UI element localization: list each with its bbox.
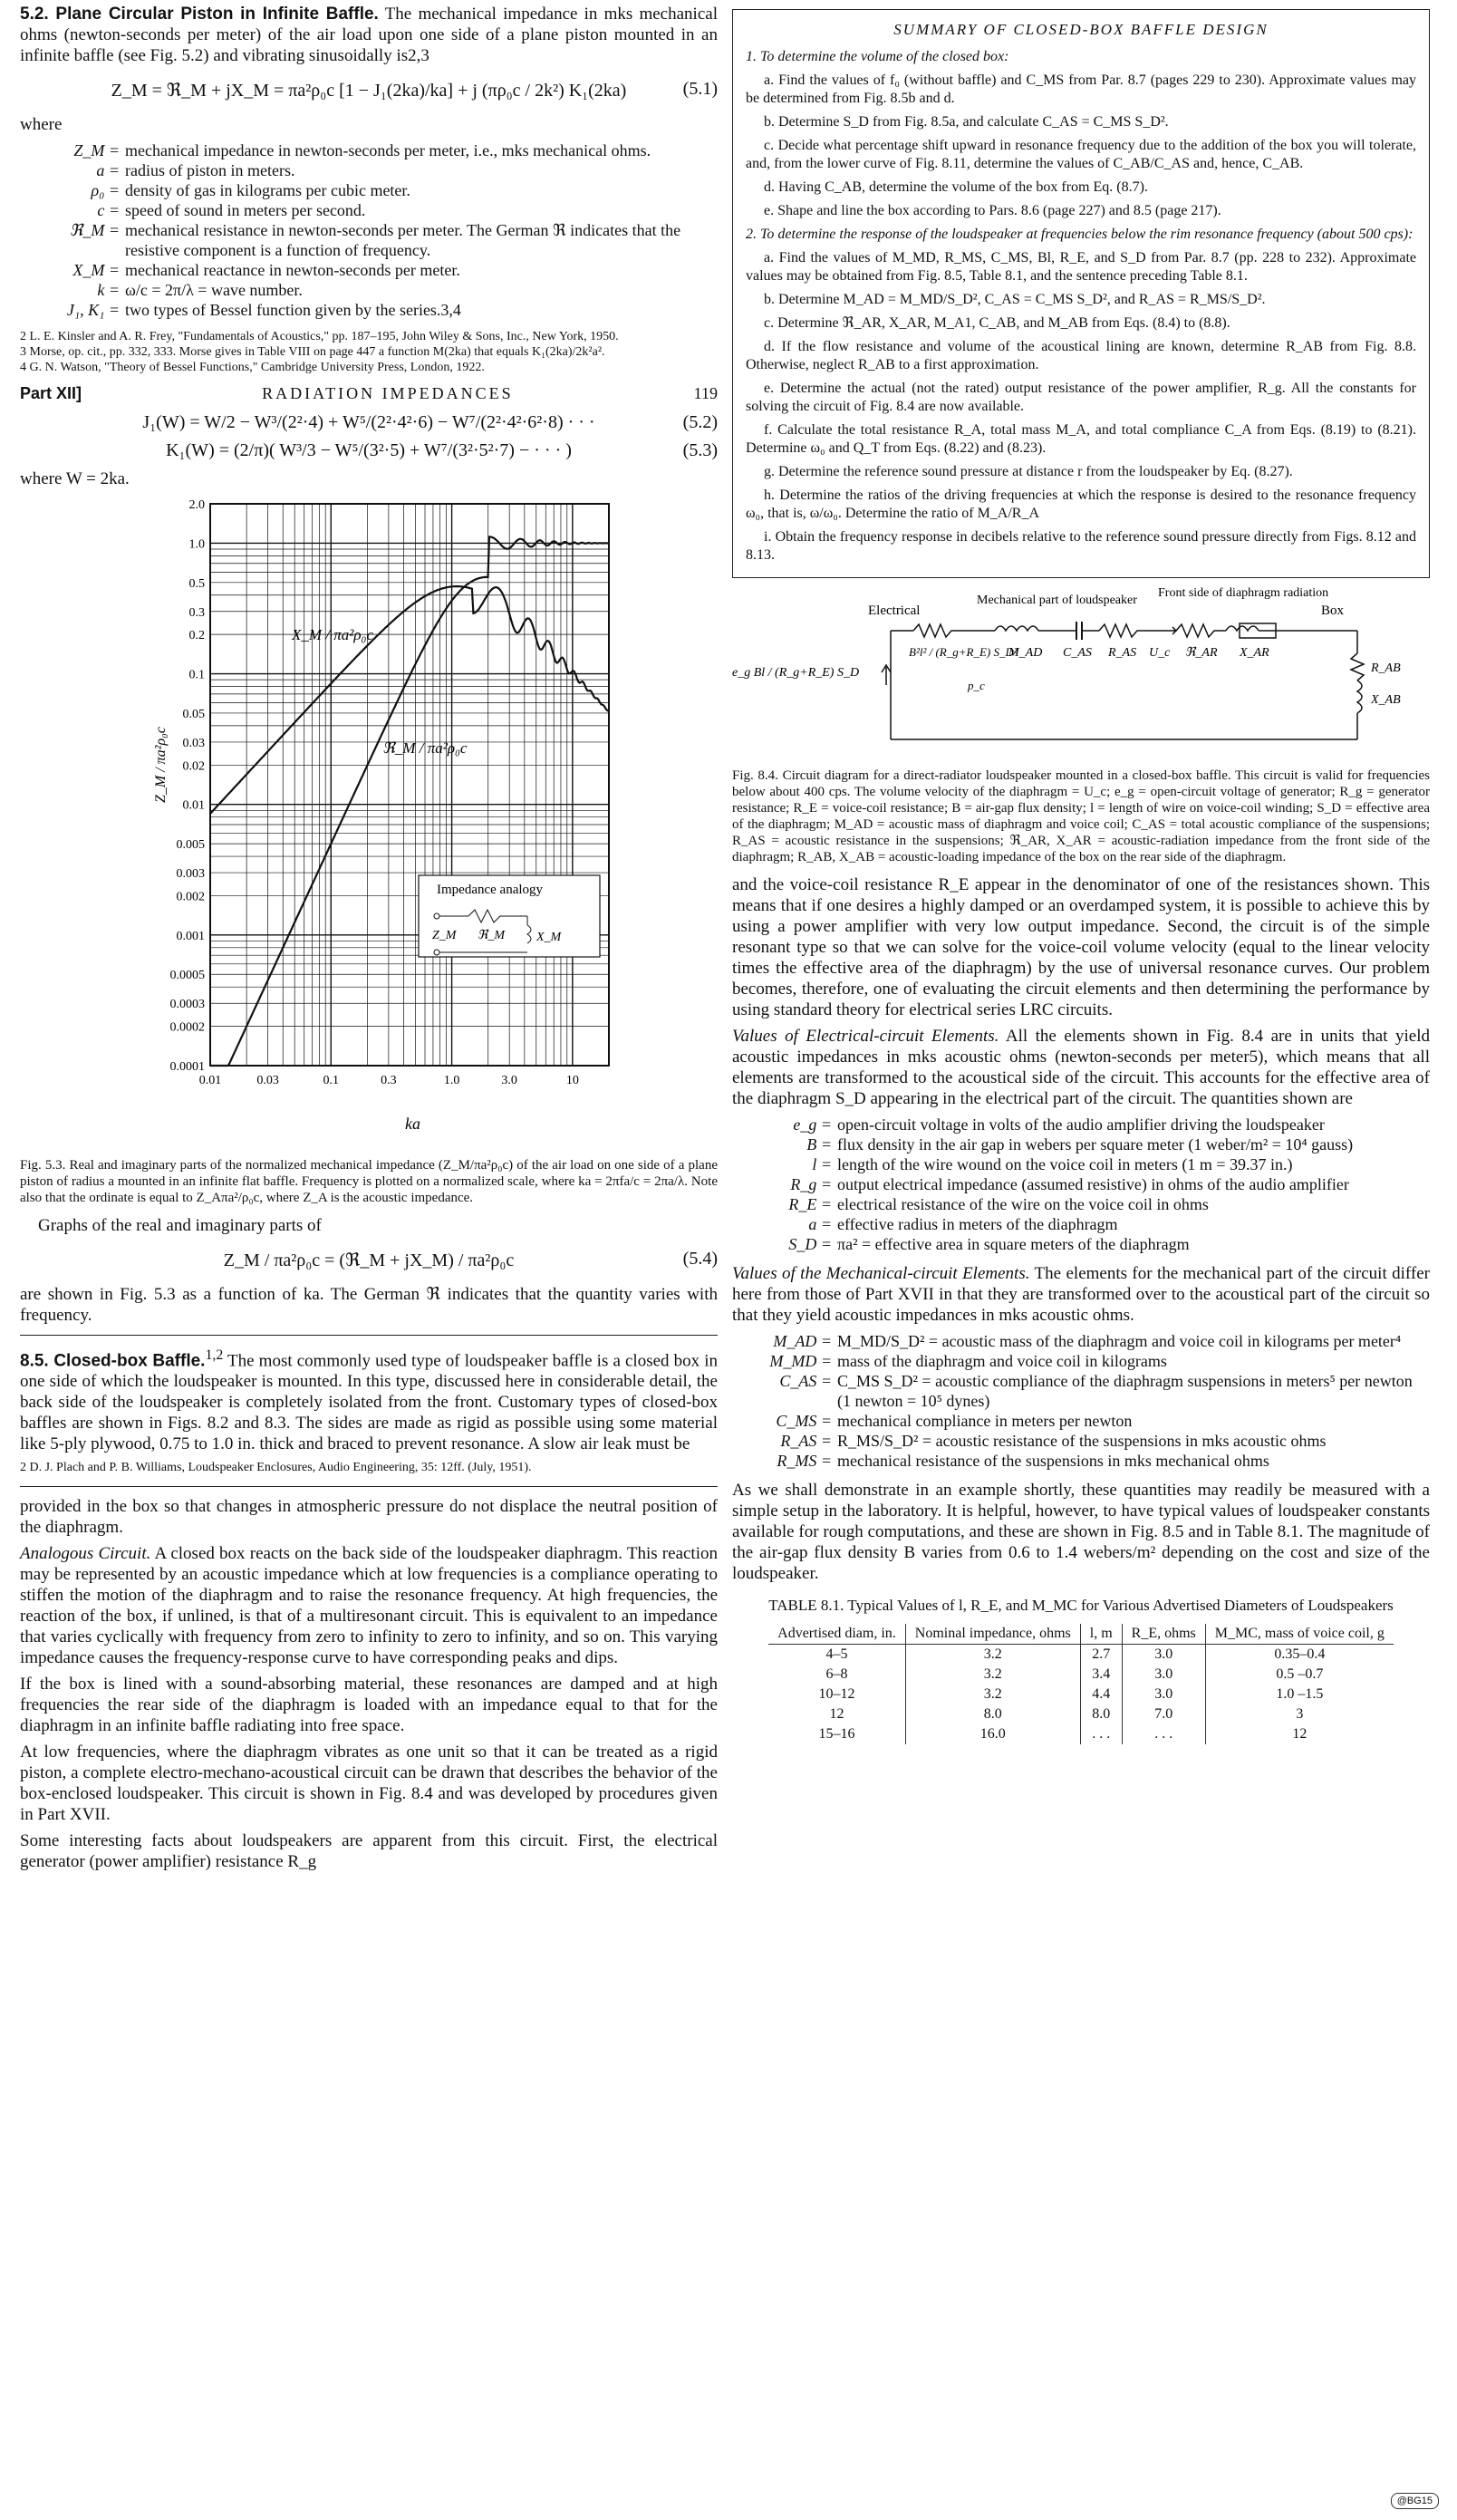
y-tick-label: 0.5 [188, 576, 205, 591]
section-8-5-text: The most commonly used type of loudspeaker baffle is a closed box in one side of which the loudspeaker is mounted. In this type, discussed here in considerable detail, the back side of the loudspeaker is completely isolated from the front. Customary types of closed-box baffles are shown in Figs. 8.2 and 8.3. The sides are made as rigid as possible using some material like 5-ply plywood, 0.75 to 1.0 in. thick and braced to prevent resonance. A slow air leak must be [20, 1351, 718, 1454]
y-tick-label: 0.001 [176, 929, 205, 943]
figure-5-3-chart [20, 495, 718, 1147]
y-tick-label: 1.0 [188, 537, 205, 552]
table-row [768, 1704, 1394, 1724]
definition-symbol: C_AS = [779, 1372, 832, 1390]
definition-text: πa² = effective area in square meters of the diaphragm [837, 1235, 1190, 1253]
equation-5-2-body: J₁(W) = W/2 − W³/(2²·4) + W⁵/(2²·4²·6) − W⁷/(2²·4²·6²·8) · · · [142, 412, 595, 432]
circuit-ras: R_AS [1108, 646, 1137, 660]
right-p1: and the voice-coil resistance R_E appear in the denominator of one of the resistances shown. This means that if one desires a highly damped or an overdamped system, it is possible to achieve this by using a power amplifier with very low output impedance. Second, the circuit is of the simple resonant type so that we can solve for the voice-coil volume velocity (equal to the linear velocity times the effective area of the diaphragm) by the use of universal resonance curves. Our problem becomes, therefore, one of evaluating the circuit elements and then determining the performance by using standard theory for electrical series LRC circuits. [732, 875, 1430, 1019]
summary-item: g. Determine the reference sound pressure at distance r from the loudspeaker by Eq. (8.27). [764, 464, 1293, 479]
footnote-4: 4 G. N. Watson, "Theory of Bessel Functions," Cambridge University Press, London, 1922. [20, 361, 485, 374]
definition-text: output electrical impedance (assumed resistive) in ohms of the audio amplifier [837, 1175, 1349, 1193]
y-tick-label: 0.05 [182, 707, 205, 721]
right-p4: As we shall demonstrate in an example shortly, these quantities may readily be measured with a simple setup in the laboratory. It is helpful, however, to have typical values of loudspeaker constants available for rough computations, and these are shown in Fig. 8.5 and in Table 8.1. The magnitude of the air-gap flux density B varies from 0.6 to 1.4 webers/m² depending on the cost and size of the loudspeaker. [732, 1481, 1430, 1583]
circuit-label-mechanical: Mechanical part of loudspeaker [977, 594, 1137, 607]
section-8-5-p2: provided in the box so that changes in atmospheric pressure do not displace the neutral position of the diaphragm. [20, 1497, 718, 1538]
equation-5-4-body: Z_M / πa²ρ₀c = (ℜ_M + jX_M) / πa²ρ₀c [223, 1250, 515, 1270]
summary-box [732, 9, 1430, 578]
definition-symbol: a = [96, 161, 120, 179]
equation-5-4-number: (5.4) [682, 1249, 718, 1269]
section-8-5-heading: 8.5. Closed-box Baffle. [20, 1351, 206, 1371]
electrical-element-definitions [732, 1115, 1430, 1254]
table-cell: 0.5 –0.7 [1205, 1665, 1394, 1685]
footnotes-5-2 [20, 329, 718, 375]
definition-row [732, 1431, 1430, 1451]
table-cell: 10–12 [818, 1686, 855, 1702]
y-tick-label: 0.01 [182, 798, 205, 813]
table-cell: 12 [1205, 1724, 1394, 1744]
page-header [20, 384, 718, 403]
definition-text: mechanical resistance in newton-seconds per meter. The German ℜ indicates that the resistive component is a function of frequency. [125, 221, 681, 259]
circuit-source: e_g Bl / (R_g+R_E) S_D [732, 666, 860, 680]
chart-y-label: Z_M / πa²ρ₀c [153, 727, 169, 803]
page-header-title: RADIATION IMPEDANCES [262, 384, 514, 402]
right-p2 [732, 1026, 1430, 1109]
figure-8-4-circuit [732, 585, 1430, 758]
footnote-2-plach: 2 D. J. Plach and P. B. Williams, Loudspeaker Enclosures, Audio Engineering, 35: 12ff. (July, 1951). [20, 1461, 532, 1475]
page-divider [20, 1486, 718, 1487]
table-cell: 2.7 [1080, 1645, 1122, 1666]
footnote-3: 3 Morse, op. cit., pp. 332, 333. Morse gives in Table VIII on page 447 a function M(2ka) that equals K₁(2ka)/2k²a². [20, 345, 605, 359]
analogous-circuit-heading: Analogous Circuit. [20, 1544, 151, 1564]
y-tick-label: 0.0005 [169, 969, 205, 983]
definition-row [732, 1371, 1430, 1411]
right-column [732, 0, 1430, 1753]
section-5-2-heading: 5.2. Plane Circular Piston in Infinite Baffle. [20, 5, 379, 24]
section-8-5-p1 [20, 1345, 718, 1454]
definition-text: R_MS/S_D² = acoustic resistance of the suspensions in mks acoustic ohms [837, 1432, 1327, 1450]
curve-resistance [210, 536, 609, 1066]
x-tick-label: 1.0 [443, 1074, 460, 1087]
definition-row [20, 180, 718, 200]
figure-5-3-caption: Fig. 5.3. Real and imaginary parts of the normalized mechanical impedance (Z_M/πa²ρ₀c) of the air load on one side of a plane piston of radius a mounted in an infinite flat baffle. Frequency is plotted on a normalized scale, where ka = 2πfa/c = 2πa/λ. Note also that the ordinate is equal to Z_Aπa²/ρ₀c, where Z_A is the acoustic impedance. [20, 1158, 718, 1205]
definition-row [732, 1331, 1430, 1351]
table-cell: 0.35–0.4 [1205, 1645, 1394, 1666]
definition-row [20, 160, 718, 180]
table-cell: 7.0 [1122, 1704, 1205, 1724]
table-cell: 12 [829, 1706, 844, 1722]
table-cell: 4.4 [1080, 1685, 1122, 1704]
summary-title: SUMMARY OF CLOSED-BOX BAFFLE DESIGN [893, 21, 1269, 38]
definition-symbol: ℜ_M = [69, 221, 120, 239]
y-tick-label: 2.0 [188, 498, 205, 512]
definition-text: length of the wire wound on the voice coil in meters (1 m = 39.37 in.) [837, 1155, 1293, 1173]
curve-reactance [210, 586, 609, 814]
circuit-uc: U_c [1149, 646, 1171, 660]
table-cell: 16.0 [905, 1724, 1080, 1744]
circuit-rar: ℜ_AR [1185, 646, 1218, 660]
table-cell: 3.2 [905, 1645, 1080, 1666]
definition-text: effective radius in meters of the diaphragm [837, 1215, 1118, 1233]
symbol-definitions-5-1 [20, 140, 718, 320]
table-cell: 6–8 [825, 1666, 848, 1682]
table-cell: . . . [1122, 1724, 1205, 1744]
equation-5-3-body: K₁(W) = (2/π)( W³/3 − W⁵/(3²·5) + W⁷/(3²·5²·7) − · · · ) [166, 440, 572, 460]
definition-text: open-circuit voltage in volts of the audio amplifier driving the loudspeaker [837, 1115, 1325, 1134]
definition-text: mechanical impedance in newton-seconds per meter, i.e., mks mechanical ohms. [125, 141, 651, 159]
summary-item: c. Determine ℜ_AR, X_AR, M_A1, C_AB, and M_AB from Eqs. (8.4) to (8.8). [764, 315, 1230, 331]
page-header-part: Part XII] [20, 384, 82, 402]
table-cell: 3.2 [905, 1665, 1080, 1685]
analogous-circuit-text: A closed box reacts on the back side of the loudspeaker diaphragm. This reaction may be represented by an acoustic impedance which at low frequencies is a compliance operating to stiffen the motion of the diaphragm and to raise the resonance frequency. At high frequencies, the reaction of the box, if unlined, is that of a multiresonant circuit. This is equivalent to an impedance that varies cyclically with frequency from zero to infinity to zero to infinity, and so on. This varying impedance causes the frequency-response curve to have corresponding peaks and dips. [20, 1544, 718, 1668]
electrical-elements-text: All the elements shown in Fig. 8.4 are in units that yield acoustic impedances in mks acoustic ohms (newton-seconds per meter5), which means that all elements are transformed to the acoustical side of the circuit. This accounts for the effective area of the diaphragm S_D appearing in the electrical part of the circuit. The quantities shown are [732, 1027, 1430, 1108]
x-tick-label: 0.01 [198, 1074, 222, 1087]
y-tick-label: 0.0002 [169, 1020, 205, 1035]
summary-item: a. Find the values of f₀ (without baffle) and C_MS from Par. 8.7 (pages 229 to 230). Approximate values may be determined from Fig. 8.5b and d. [746, 72, 1416, 106]
definition-text: flux density in the air gap in webers per square meter (1 weber/m² = 10⁴ gauss) [837, 1135, 1354, 1154]
circuit-label-front: Front side of diaphragm radiation [1158, 586, 1329, 600]
summary-item: f. Calculate the total resistance R_A, total mass M_A, and total compliance C_A from Eqs. (8.19) to (8.21). Determine ω₀ and Q_T from Eqs. (8.22) and (8.23). [746, 422, 1416, 456]
summary-item: d. Having C_AB, determine the volume of the box from Eq. (8.7). [764, 179, 1148, 195]
summary-item: e. Determine the actual (not the rated) output resistance of the power amplifier, R_g. All the constants for solving the circuit of Fig. 8.4 are now available. [746, 381, 1416, 414]
x-tick-label: 10 [565, 1074, 579, 1087]
mechanical-elements-text: The elements for the mechanical part of the circuit differ here from those of Part XVII in that they are transformed over to the acoustical part of the circuit so that they yield acoustic impedances in mks acoustic ohms. [732, 1264, 1430, 1325]
definition-symbol: M_AD = [773, 1332, 832, 1350]
section-5-2 [20, 4, 718, 66]
table-header-cell: M_MC, mass of voice coil, g [1205, 1624, 1394, 1645]
table-cell: 3.2 [905, 1685, 1080, 1704]
table-header-cell: Nominal impedance, ohms [905, 1624, 1080, 1645]
summary-step-1-items [746, 72, 1416, 220]
y-tick-label: 0.02 [182, 759, 205, 774]
table-cell: 8.0 [1080, 1704, 1122, 1724]
definition-text: density of gas in kilograms per cubic meter. [125, 181, 410, 199]
table-cell: 1.0 –1.5 [1205, 1685, 1394, 1704]
summary-item: b. Determine S_D from Fig. 8.5a, and calculate C_AS = C_MS S_D². [764, 114, 1169, 130]
definition-text: C_MS S_D² = acoustic compliance of the diaphragm suspensions in meters⁵ per newton (1 newton = 10⁵ dynes) [837, 1372, 1413, 1410]
definition-text: speed of sound in meters per second. [125, 201, 366, 219]
definition-symbol: Z_M = [73, 141, 120, 159]
definition-text: M_MD/S_D² = acoustic mass of the diaphragm and voice coil in kilograms per meter⁴ [837, 1332, 1402, 1350]
definition-row [732, 1411, 1430, 1431]
definition-row [732, 1154, 1430, 1174]
y-tick-label: 0.003 [176, 867, 205, 882]
summary-item: e. Shape and line the box according to Pars. 8.6 (page 227) and 8.5 (page 217). [764, 203, 1221, 218]
circuit-res1: B²l² / (R_g+R_E) S_D² [909, 645, 1018, 659]
definition-row [732, 1351, 1430, 1371]
table-8-1 [768, 1624, 1394, 1744]
definition-row [20, 260, 718, 280]
circuit-xab: X_AB [1371, 693, 1401, 707]
table-row [768, 1645, 1394, 1666]
table-cell: 3 [1205, 1704, 1394, 1724]
definition-row [20, 300, 718, 320]
circuit-label-electrical: Electrical [868, 603, 921, 618]
definition-text: mechanical reactance in newton-seconds per meter. [125, 261, 460, 279]
definition-row [732, 1214, 1430, 1234]
y-tick-label: 0.2 [188, 629, 205, 643]
section-8-5-p3 [20, 1543, 718, 1668]
summary-item: i. Obtain the frequency response in decibels relative to the reference sound pressure directly from Figs. 8.12 and 8.13. [746, 529, 1416, 563]
table-cell: 8.0 [905, 1704, 1080, 1724]
summary-step-2-items [746, 249, 1416, 565]
definition-symbol: S_D = [788, 1235, 832, 1253]
chart-x-tick-labels [199, 1074, 579, 1087]
definition-row [20, 280, 718, 300]
x-tick-label: 0.3 [381, 1074, 397, 1087]
table-header-cell: l, m [1080, 1624, 1122, 1645]
x-tick-label: 0.03 [256, 1074, 279, 1087]
definition-text: electrical resistance of the wire on the voice coil in ohms [837, 1195, 1209, 1213]
definition-row [732, 1194, 1430, 1214]
definition-symbol: B = [806, 1135, 832, 1154]
x-tick-label: 3.0 [501, 1074, 517, 1087]
chart-frame [210, 504, 609, 1066]
chart-y-tick-labels [170, 498, 206, 1074]
equation-5-3 [20, 440, 718, 461]
y-tick-label: 0.03 [182, 736, 205, 750]
definition-symbol: k = [97, 281, 120, 299]
inset-xm: X_M [536, 931, 562, 944]
graphs-text: Graphs of the real and imaginary parts of [38, 1216, 322, 1235]
definition-row [20, 140, 718, 160]
definition-text: mechanical resistance of the suspensions in mks mechanical ohms [837, 1452, 1269, 1470]
definition-row [732, 1115, 1430, 1134]
y-tick-label: 0.005 [176, 838, 205, 853]
chart-gridlines [210, 504, 609, 1066]
summary-item: d. If the flow resistance and volume of the acoustical lining are known, determine R_AB from Fig. 8.8. Otherwise, neglect R_AB to a first approximation. [746, 339, 1416, 372]
table-cell: 3.0 [1122, 1665, 1205, 1685]
footnote-2: 2 L. E. Kinsler and A. R. Frey, "Fundamentals of Acoustics," pp. 187–195, John Wiley & Sons, Inc., New York, 1950. [20, 330, 619, 343]
definition-row [732, 1451, 1430, 1471]
y-tick-label: 0.0001 [169, 1060, 205, 1074]
definition-symbol: J₁, K₁ = [66, 301, 120, 319]
mechanical-element-definitions [732, 1331, 1430, 1471]
definition-text: mechanical compliance in meters per newton [837, 1412, 1133, 1430]
inset-zm: Z_M [432, 929, 457, 942]
section-divider [20, 1335, 718, 1336]
where-label: where [20, 115, 63, 134]
circuit-xar: X_AR [1240, 646, 1269, 660]
equation-5-4 [20, 1249, 718, 1271]
table-cell: 3.4 [1080, 1665, 1122, 1685]
definition-symbol: c = [97, 201, 120, 219]
curve-label-resistance: ℜ_M / πa²ρ₀c [382, 739, 468, 757]
page-badge: @BG15 [1391, 2493, 1439, 2509]
definition-row [20, 200, 718, 220]
definition-row [20, 220, 718, 260]
table-header-row [768, 1624, 1394, 1645]
definition-row [732, 1174, 1430, 1194]
definition-symbol: ρ₀ = [91, 181, 120, 199]
summary-item: b. Determine M_AD = M_MD/S_D², C_AS = C_MS S_D², and R_AS = R_MS/S_D². [764, 292, 1266, 307]
definition-symbol: X_M = [72, 261, 120, 279]
circuit-rab: R_AB [1371, 661, 1401, 675]
definition-text: ω/c = 2π/λ = wave number. [125, 281, 303, 299]
table-row [768, 1724, 1394, 1744]
electrical-elements-heading: Values of Electrical-circuit Elements. [732, 1027, 999, 1046]
summary-item: c. Decide what percentage shift upward in resonance frequency due to the addition of the box you will tolerate, and, from the lower curve of Fig. 8.11, determine the values of C_AB/C_AS and, hence, C_AB. [746, 138, 1416, 171]
page-number: 119 [693, 384, 718, 402]
chart-x-label: ka [405, 1115, 420, 1133]
y-tick-label: 0.0003 [169, 998, 205, 1012]
circuit-cas: C_AS [1063, 646, 1092, 660]
table-row [768, 1685, 1394, 1704]
curve-label-reactance: X_M / πa²ρ₀c [292, 626, 373, 643]
definition-text: radius of piston in meters. [125, 161, 295, 179]
table-cell: 3.0 [1122, 1645, 1205, 1666]
definition-symbol: R_AS = [780, 1432, 832, 1450]
impedance-analogy-inset [419, 875, 600, 957]
inset-rm: ℜ_M [478, 929, 506, 942]
definition-symbol: e_g = [793, 1115, 832, 1134]
equation-5-1-body: Z_M = ℜ_M + jX_M = πa²ρ₀c [1 − J₁(2ka)/ka] + j (πρ₀c / 2k²) K₁(2ka) [111, 81, 627, 101]
table-row [768, 1665, 1394, 1685]
definition-symbol: R_E = [788, 1195, 832, 1213]
definition-symbol: M_MD = [769, 1352, 832, 1370]
y-tick-label: 0.1 [188, 668, 205, 682]
table-body [768, 1645, 1394, 1745]
equation-5-3-number: (5.3) [682, 440, 718, 460]
definition-row [732, 1234, 1430, 1254]
circuit-label-box: Box [1321, 603, 1345, 618]
definition-symbol: R_MS = [777, 1452, 832, 1470]
where-w: where W = 2ka. [20, 469, 130, 488]
equation-5-1 [20, 79, 718, 101]
summary-item: a. Find the values of M_MD, R_MS, C_MS, Bl, R_E, and S_D from Par. 8.7 (pp. 228 to 232). Approximate values may be obtained from Fig. 8.5, Table 8.1, and the sentence preceding Table 8.1. [746, 250, 1416, 284]
y-tick-label: 0.3 [188, 605, 205, 620]
section-8-5-p4: If the box is lined with a sound-absorbing material, these resonances are damped and at high frequencies the rear side of the diaphragm is loaded with an impedance equal to that for the diaphragm in an infinite baffle radiating into free space. [20, 1675, 718, 1736]
definition-row [732, 1134, 1430, 1154]
equation-5-1-number: (5.1) [682, 79, 718, 99]
summary-step-2: 2. To determine the response of the loudspeaker at frequencies below the rim resonance frequency (about 500 cps): [746, 227, 1414, 242]
x-tick-label: 0.1 [323, 1074, 340, 1087]
table-cell: 3.0 [1122, 1685, 1205, 1704]
table-8-1-title: TABLE 8.1. Typical Values of l, R_E, and M_MC for Various Advertised Diameters of Loudspeakers [768, 1597, 1394, 1614]
right-p3 [732, 1263, 1430, 1326]
table-header-cell: R_E, ohms [1122, 1624, 1205, 1645]
table-header-cell: Advertised diam, in. [768, 1624, 905, 1645]
summary-item: h. Determine the ratios of the driving frequencies at which the response is desired to the resonance frequency ω₀, that is, ω/ω₀. Determine the ratio of M_A/R_A [746, 488, 1416, 521]
circuit-mad: M_AD [1008, 646, 1043, 660]
definition-text: mass of the diaphragm and voice coil in kilograms [837, 1352, 1167, 1370]
definition-symbol: a = [808, 1215, 832, 1233]
equation-5-2-number: (5.2) [682, 412, 718, 432]
y-tick-label: 0.002 [176, 890, 205, 904]
section-5-2-intro: The mechanical impedance in mks mechanical ohms (newton-seconds per meter) of the air load upon one side of a plane piston mounted in an infinite baffle (see Fig. 5.2) and vibrating sinusoidally is2,3 [20, 5, 718, 65]
left-column [20, 0, 718, 1878]
circuit-pc: p_c [968, 679, 985, 692]
definition-symbol: R_g = [790, 1175, 832, 1193]
table-cell: . . . [1080, 1724, 1122, 1744]
definition-symbol: C_MS = [776, 1412, 832, 1430]
mechanical-elements-heading: Values of the Mechanical-circuit Elements. [732, 1264, 1030, 1283]
equation-5-2 [20, 412, 718, 433]
after-eq-5-4: are shown in Fig. 5.3 as a function of ka. The German ℜ indicates that the quantity varies with frequency. [20, 1285, 718, 1325]
section-8-5-p5: At low frequencies, where the diaphragm vibrates as one unit so that it can be treated as a rigid piston, a complete electro-mechano-acoustical circuit can be drawn that describes the behavior of the box-enclosed loudspeaker. This circuit is shown in Fig. 8.4 and was developed by procedures given in Part XVII. [20, 1743, 718, 1825]
table-cell: 15–16 [818, 1726, 855, 1742]
inset-title: Impedance analogy [437, 883, 544, 897]
section-8-5-p6: Some interesting facts about loudspeakers are apparent from this circuit. First, the electrical generator (power amplifier) resistance R_g [20, 1831, 718, 1872]
table-cell: 4–5 [825, 1646, 848, 1662]
section-8-5-refs: 1,2 [205, 1347, 224, 1363]
summary-step-1: 1. To determine the volume of the closed box: [746, 49, 1009, 64]
definition-text: two types of Bessel function given by the series.3,4 [125, 301, 461, 319]
figure-8-4-caption: Fig. 8.4. Circuit diagram for a direct-radiator loudspeaker mounted in a closed-box baffle. This circuit is valid for frequencies below about 400 cps. The volume velocity of the diaphragm = U_c; e_g = open-circuit voltage of generator; R_g = generator resistance; R_E = voice-coil resistance; B = air-gap flux density; l = length of wire on voice-coil winding; S_D = effective area of the diaphragm; M_AD = acoustic mass of diaphragm and voice coil; C_AS = total acoustic compliance of the suspensions; R_AS = acoustic resistance in the suspensions; ℜ_AR, X_AR = acoustic-radiation impedance from the front side of the diaphragm; R_AB, X_AB = acoustic-loading impedance of the box on the rear side of the diaphragm. [732, 768, 1430, 864]
definition-symbol: l = [812, 1155, 832, 1173]
